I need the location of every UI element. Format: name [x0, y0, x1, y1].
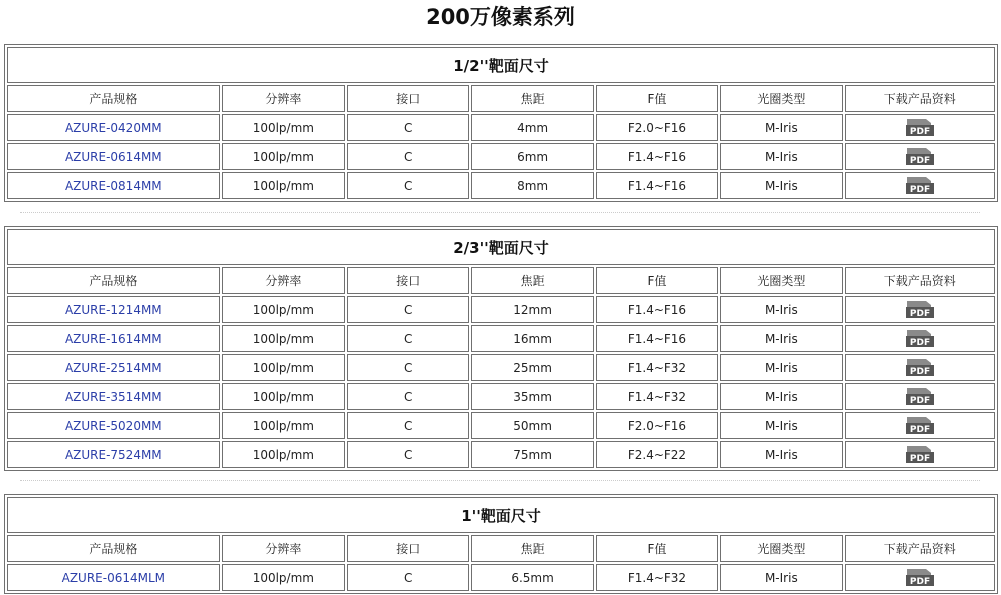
table-row — [7, 354, 995, 381]
col-fnumber-header: F值 — [596, 535, 718, 562]
pdf-download-icon[interactable] — [905, 443, 935, 466]
download-cell — [845, 325, 995, 352]
col-focal-header: 焦距 — [471, 535, 593, 562]
col-mount-header: 接口 — [347, 85, 469, 112]
resolution-cell: 100lp/mm — [222, 325, 345, 352]
iris-type-cell: M-Iris — [720, 143, 842, 170]
focal-length-cell: 8mm — [471, 172, 593, 199]
iris-type-cell: M-Iris — [720, 564, 842, 591]
model-link[interactable]: AZURE-1214MM — [64, 302, 162, 317]
svg-text:PDF: PDF — [909, 425, 930, 434]
mount-cell: C — [347, 296, 469, 323]
col-model-header: 产品规格 — [7, 535, 220, 562]
resolution-cell: 100lp/mm — [222, 383, 345, 410]
col-focal-header: 焦距 — [471, 85, 593, 112]
focal-length-cell: 4mm — [471, 114, 593, 141]
section-title: 1''靶面尺寸 — [7, 497, 995, 533]
model-cell — [7, 114, 220, 141]
f-number-cell: F1.4~F16 — [596, 143, 718, 170]
download-cell — [845, 564, 995, 591]
model-cell — [7, 296, 220, 323]
model-cell — [7, 143, 220, 170]
col-iris-header: 光圈类型 — [720, 535, 842, 562]
focal-length-cell: 12mm — [471, 296, 593, 323]
page-title: 200万像素系列 — [426, 5, 575, 29]
focal-length-cell: 75mm — [471, 441, 593, 468]
table-row — [7, 383, 995, 410]
iris-type-cell: M-Iris — [720, 325, 842, 352]
pdf-download-icon[interactable] — [905, 414, 935, 437]
download-cell — [845, 383, 995, 410]
f-number-cell: F1.4~F32 — [596, 383, 718, 410]
download-cell — [845, 412, 995, 439]
f-number-cell: F1.4~F16 — [596, 325, 718, 352]
model-link[interactable]: AZURE-0814MM — [64, 178, 162, 193]
focal-length-cell: 25mm — [471, 354, 593, 381]
svg-text:PDF: PDF — [909, 577, 930, 586]
table-row — [7, 564, 995, 591]
col-mount-header: 接口 — [347, 267, 469, 294]
header-row — [7, 267, 995, 294]
section-title: 1/2''靶面尺寸 — [7, 47, 995, 83]
resolution-cell: 100lp/mm — [222, 564, 345, 591]
mount-cell: C — [347, 325, 469, 352]
col-model-header: 产品规格 — [7, 267, 220, 294]
download-cell — [845, 296, 995, 323]
f-number-cell: F1.4~F32 — [596, 564, 718, 591]
f-number-cell: F2.0~F16 — [596, 412, 718, 439]
f-number-cell: F1.4~F16 — [596, 172, 718, 199]
model-cell — [7, 325, 220, 352]
svg-text:PDF: PDF — [909, 185, 930, 194]
table-row — [7, 296, 995, 323]
resolution-cell: 100lp/mm — [222, 143, 345, 170]
section-two-thirds-inch — [4, 226, 998, 471]
mount-cell: C — [347, 172, 469, 199]
mount-cell: C — [347, 354, 469, 381]
divider — [20, 480, 980, 481]
col-fnumber-header: F值 — [596, 85, 718, 112]
f-number-cell: F1.4~F32 — [596, 354, 718, 381]
pdf-download-icon[interactable] — [905, 145, 935, 168]
header-row — [7, 85, 995, 112]
col-resolution-header: 分辨率 — [222, 535, 345, 562]
pdf-download-icon[interactable] — [905, 356, 935, 379]
resolution-cell: 100lp/mm — [222, 172, 345, 199]
mount-cell: C — [347, 441, 469, 468]
model-link[interactable]: AZURE-2514MM — [64, 360, 162, 375]
col-focal-header: 焦距 — [471, 267, 593, 294]
divider — [20, 212, 980, 213]
mount-cell: C — [347, 383, 469, 410]
model-cell — [7, 412, 220, 439]
col-mount-header: 接口 — [347, 535, 469, 562]
spec-table — [5, 533, 997, 593]
model-link[interactable]: AZURE-5020MM — [64, 418, 162, 433]
svg-text:PDF: PDF — [909, 367, 930, 376]
download-cell — [845, 441, 995, 468]
pdf-download-icon[interactable] — [905, 116, 935, 139]
model-cell — [7, 441, 220, 468]
resolution-cell: 100lp/mm — [222, 354, 345, 381]
f-number-cell: F2.0~F16 — [596, 114, 718, 141]
model-cell — [7, 172, 220, 199]
pdf-download-icon[interactable] — [905, 385, 935, 408]
col-download-header: 下载产品资料 — [845, 85, 995, 112]
iris-type-cell: M-Iris — [720, 354, 842, 381]
focal-length-cell: 50mm — [471, 412, 593, 439]
model-link[interactable]: AZURE-1614MM — [64, 331, 162, 346]
table-row — [7, 143, 995, 170]
table-row — [7, 325, 995, 352]
mount-cell: C — [347, 564, 469, 591]
pdf-download-icon[interactable] — [905, 174, 935, 197]
section-title: 2/3''靶面尺寸 — [7, 229, 995, 265]
download-cell — [845, 354, 995, 381]
spec-table — [5, 265, 997, 470]
pdf-download-icon[interactable] — [905, 298, 935, 321]
col-model-header: 产品规格 — [7, 85, 220, 112]
model-cell — [7, 564, 220, 591]
table-row — [7, 172, 995, 199]
col-download-header: 下载产品资料 — [845, 535, 995, 562]
col-resolution-header: 分辨率 — [222, 267, 345, 294]
download-cell — [845, 172, 995, 199]
mount-cell: C — [347, 143, 469, 170]
section-half-inch — [4, 44, 998, 202]
resolution-cell: 100lp/mm — [222, 412, 345, 439]
focal-length-cell: 16mm — [471, 325, 593, 352]
svg-text:PDF: PDF — [909, 338, 930, 347]
focal-length-cell: 35mm — [471, 383, 593, 410]
table-row — [7, 441, 995, 468]
model-cell — [7, 383, 220, 410]
resolution-cell: 100lp/mm — [222, 114, 345, 141]
iris-type-cell: M-Iris — [720, 114, 842, 141]
iris-type-cell: M-Iris — [720, 296, 842, 323]
svg-text:PDF: PDF — [909, 309, 930, 318]
mount-cell: C — [347, 114, 469, 141]
model-link[interactable]: AZURE-0614MM — [64, 149, 162, 164]
col-iris-header: 光圈类型 — [720, 267, 842, 294]
download-cell — [845, 143, 995, 170]
iris-type-cell: M-Iris — [720, 412, 842, 439]
table-row — [7, 412, 995, 439]
resolution-cell: 100lp/mm — [222, 441, 345, 468]
model-link[interactable]: AZURE-0420MM — [64, 120, 162, 135]
iris-type-cell: M-Iris — [720, 383, 842, 410]
col-fnumber-header: F值 — [596, 267, 718, 294]
header-row — [7, 535, 995, 562]
table-row — [7, 114, 995, 141]
f-number-cell: F1.4~F16 — [596, 296, 718, 323]
mount-cell: C — [347, 412, 469, 439]
col-resolution-header: 分辨率 — [222, 85, 345, 112]
resolution-cell: 100lp/mm — [222, 296, 345, 323]
pdf-download-icon[interactable] — [905, 327, 935, 350]
spec-table — [5, 83, 997, 201]
svg-text:PDF: PDF — [909, 156, 930, 165]
section-one-inch — [4, 494, 998, 594]
col-iris-header: 光圈类型 — [720, 85, 842, 112]
model-link[interactable]: AZURE-0614MLM — [61, 570, 166, 585]
pdf-download-icon[interactable] — [905, 566, 935, 589]
iris-type-cell: M-Iris — [720, 441, 842, 468]
focal-length-cell: 6mm — [471, 143, 593, 170]
model-cell — [7, 354, 220, 381]
model-link[interactable]: AZURE-3514MM — [64, 389, 162, 404]
download-cell — [845, 114, 995, 141]
svg-text:PDF: PDF — [909, 396, 930, 405]
svg-text:PDF: PDF — [909, 127, 930, 136]
svg-text:PDF: PDF — [909, 454, 930, 463]
focal-length-cell: 6.5mm — [471, 564, 593, 591]
f-number-cell: F2.4~F22 — [596, 441, 718, 468]
model-link[interactable]: AZURE-7524MM — [64, 447, 162, 462]
iris-type-cell: M-Iris — [720, 172, 842, 199]
col-download-header: 下载产品资料 — [845, 267, 995, 294]
